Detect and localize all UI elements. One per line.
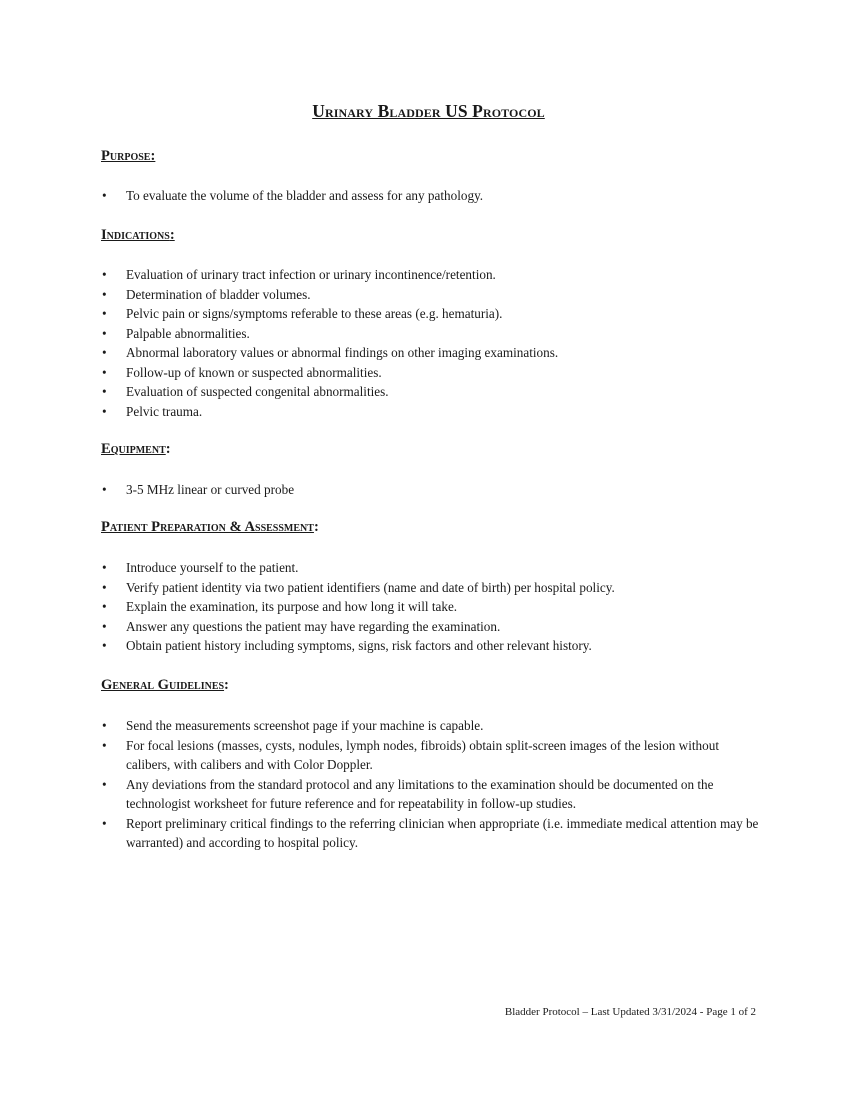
bullet-icon: • bbox=[102, 718, 107, 733]
heading-general-guidelines-text: General Guidelines bbox=[101, 677, 225, 693]
heading-patient-preparation-text: Patient Preparation & Assessment bbox=[101, 519, 314, 535]
heading-purpose-text: Purpose bbox=[101, 148, 151, 164]
heading-general-guidelines: General Guidelines: bbox=[101, 677, 229, 693]
heading-patient-preparation: Patient Preparation & Assessment: bbox=[101, 519, 319, 535]
list-item: • Report preliminary critical findings to the referring clinician when appropriate (i.e. immediate medical attention may be warranted) and according to hospital policy. bbox=[102, 815, 759, 850]
heading-indications-text: Indications bbox=[101, 227, 170, 243]
bullet-icon: • bbox=[102, 403, 107, 419]
bullet-icon: • bbox=[102, 286, 107, 302]
bullet-icon: • bbox=[102, 599, 107, 614]
page-footer: Bladder Protocol – Last Updated 3/31/2024 - Page 1 of 2 bbox=[504, 1006, 756, 1018]
list-item: • Answer any questions the patient may have regarding the examination. bbox=[101, 617, 761, 637]
list-item: • Evaluation of urinary tract infection or urinary incontinence/retention. bbox=[101, 265, 761, 285]
heading-purpose: Purpose: bbox=[101, 148, 156, 164]
bullet-icon: • bbox=[102, 638, 107, 653]
bullet-icon: • bbox=[102, 560, 107, 575]
bullet-icon: • bbox=[102, 815, 107, 831]
list-item: • Pelvic trauma. bbox=[101, 402, 761, 422]
heading-indications: Indications: bbox=[101, 227, 175, 243]
bullet-icon: • bbox=[102, 325, 107, 341]
equipment-list bbox=[101, 480, 761, 500]
list-item: • Introduce yourself to the patient. bbox=[101, 558, 761, 578]
bullet-icon: • bbox=[102, 306, 107, 321]
bullet-icon: • bbox=[102, 776, 107, 792]
list-item: • Any deviations from the standard protocol and any limitations to the examination should be documented on the technologist worksheet for future reference and for repeatability in follow-up studies. bbox=[102, 776, 714, 811]
list-item: • Evaluation of suspected congenital abnormalities. bbox=[101, 382, 761, 402]
patient-preparation-list bbox=[101, 558, 761, 656]
list-item: • Determination of bladder volumes. bbox=[101, 285, 761, 305]
list-item: • 3-5 MHz linear or curved probe bbox=[101, 480, 761, 500]
list-item: • Explain the examination, its purpose and how long it will take. bbox=[101, 597, 761, 617]
bullet-icon: • bbox=[102, 364, 107, 380]
bullet-icon: • bbox=[102, 345, 107, 360]
document-title: Urinary Bladder US Protocol bbox=[312, 101, 545, 121]
list-item: • Follow-up of known or suspected abnormalities. bbox=[101, 363, 761, 383]
bullet-icon: • bbox=[102, 267, 107, 282]
list-item: • Send the measurements screenshot page if your machine is capable. bbox=[101, 716, 761, 736]
list-item: • Verify patient identity via two patient identifiers (name and date of birth) per hospital policy. bbox=[101, 578, 761, 598]
heading-equipment: Equipment: bbox=[101, 441, 171, 457]
list-item: • Palpable abnormalities. bbox=[101, 324, 761, 344]
list-item: • Obtain patient history including symptoms, signs, risk factors and other relevant history. bbox=[101, 636, 761, 656]
list-item: • Abnormal laboratory values or abnormal findings on other imaging examinations. bbox=[101, 343, 761, 363]
bullet-icon: • bbox=[102, 737, 107, 753]
bullet-icon: • bbox=[102, 384, 107, 399]
bullet-icon: • bbox=[102, 482, 107, 497]
heading-equipment-text: Equipment bbox=[101, 441, 166, 457]
bullet-icon: • bbox=[102, 188, 107, 203]
purpose-list bbox=[101, 186, 761, 206]
list-item: • For focal lesions (masses, cysts, nodules, lymph nodes, fibroids) obtain split-screen images of the lesion without calibers, with calibers and with Color Doppler. bbox=[102, 737, 719, 772]
list-item: • To evaluate the volume of the bladder and assess for any pathology. bbox=[101, 186, 761, 206]
general-guidelines-list bbox=[101, 716, 761, 853]
bullet-icon: • bbox=[102, 618, 107, 634]
bullet-icon: • bbox=[102, 579, 107, 595]
indications-list bbox=[101, 265, 761, 421]
list-item: • Pelvic pain or signs/symptoms referable to these areas (e.g. hematuria). bbox=[101, 304, 761, 324]
